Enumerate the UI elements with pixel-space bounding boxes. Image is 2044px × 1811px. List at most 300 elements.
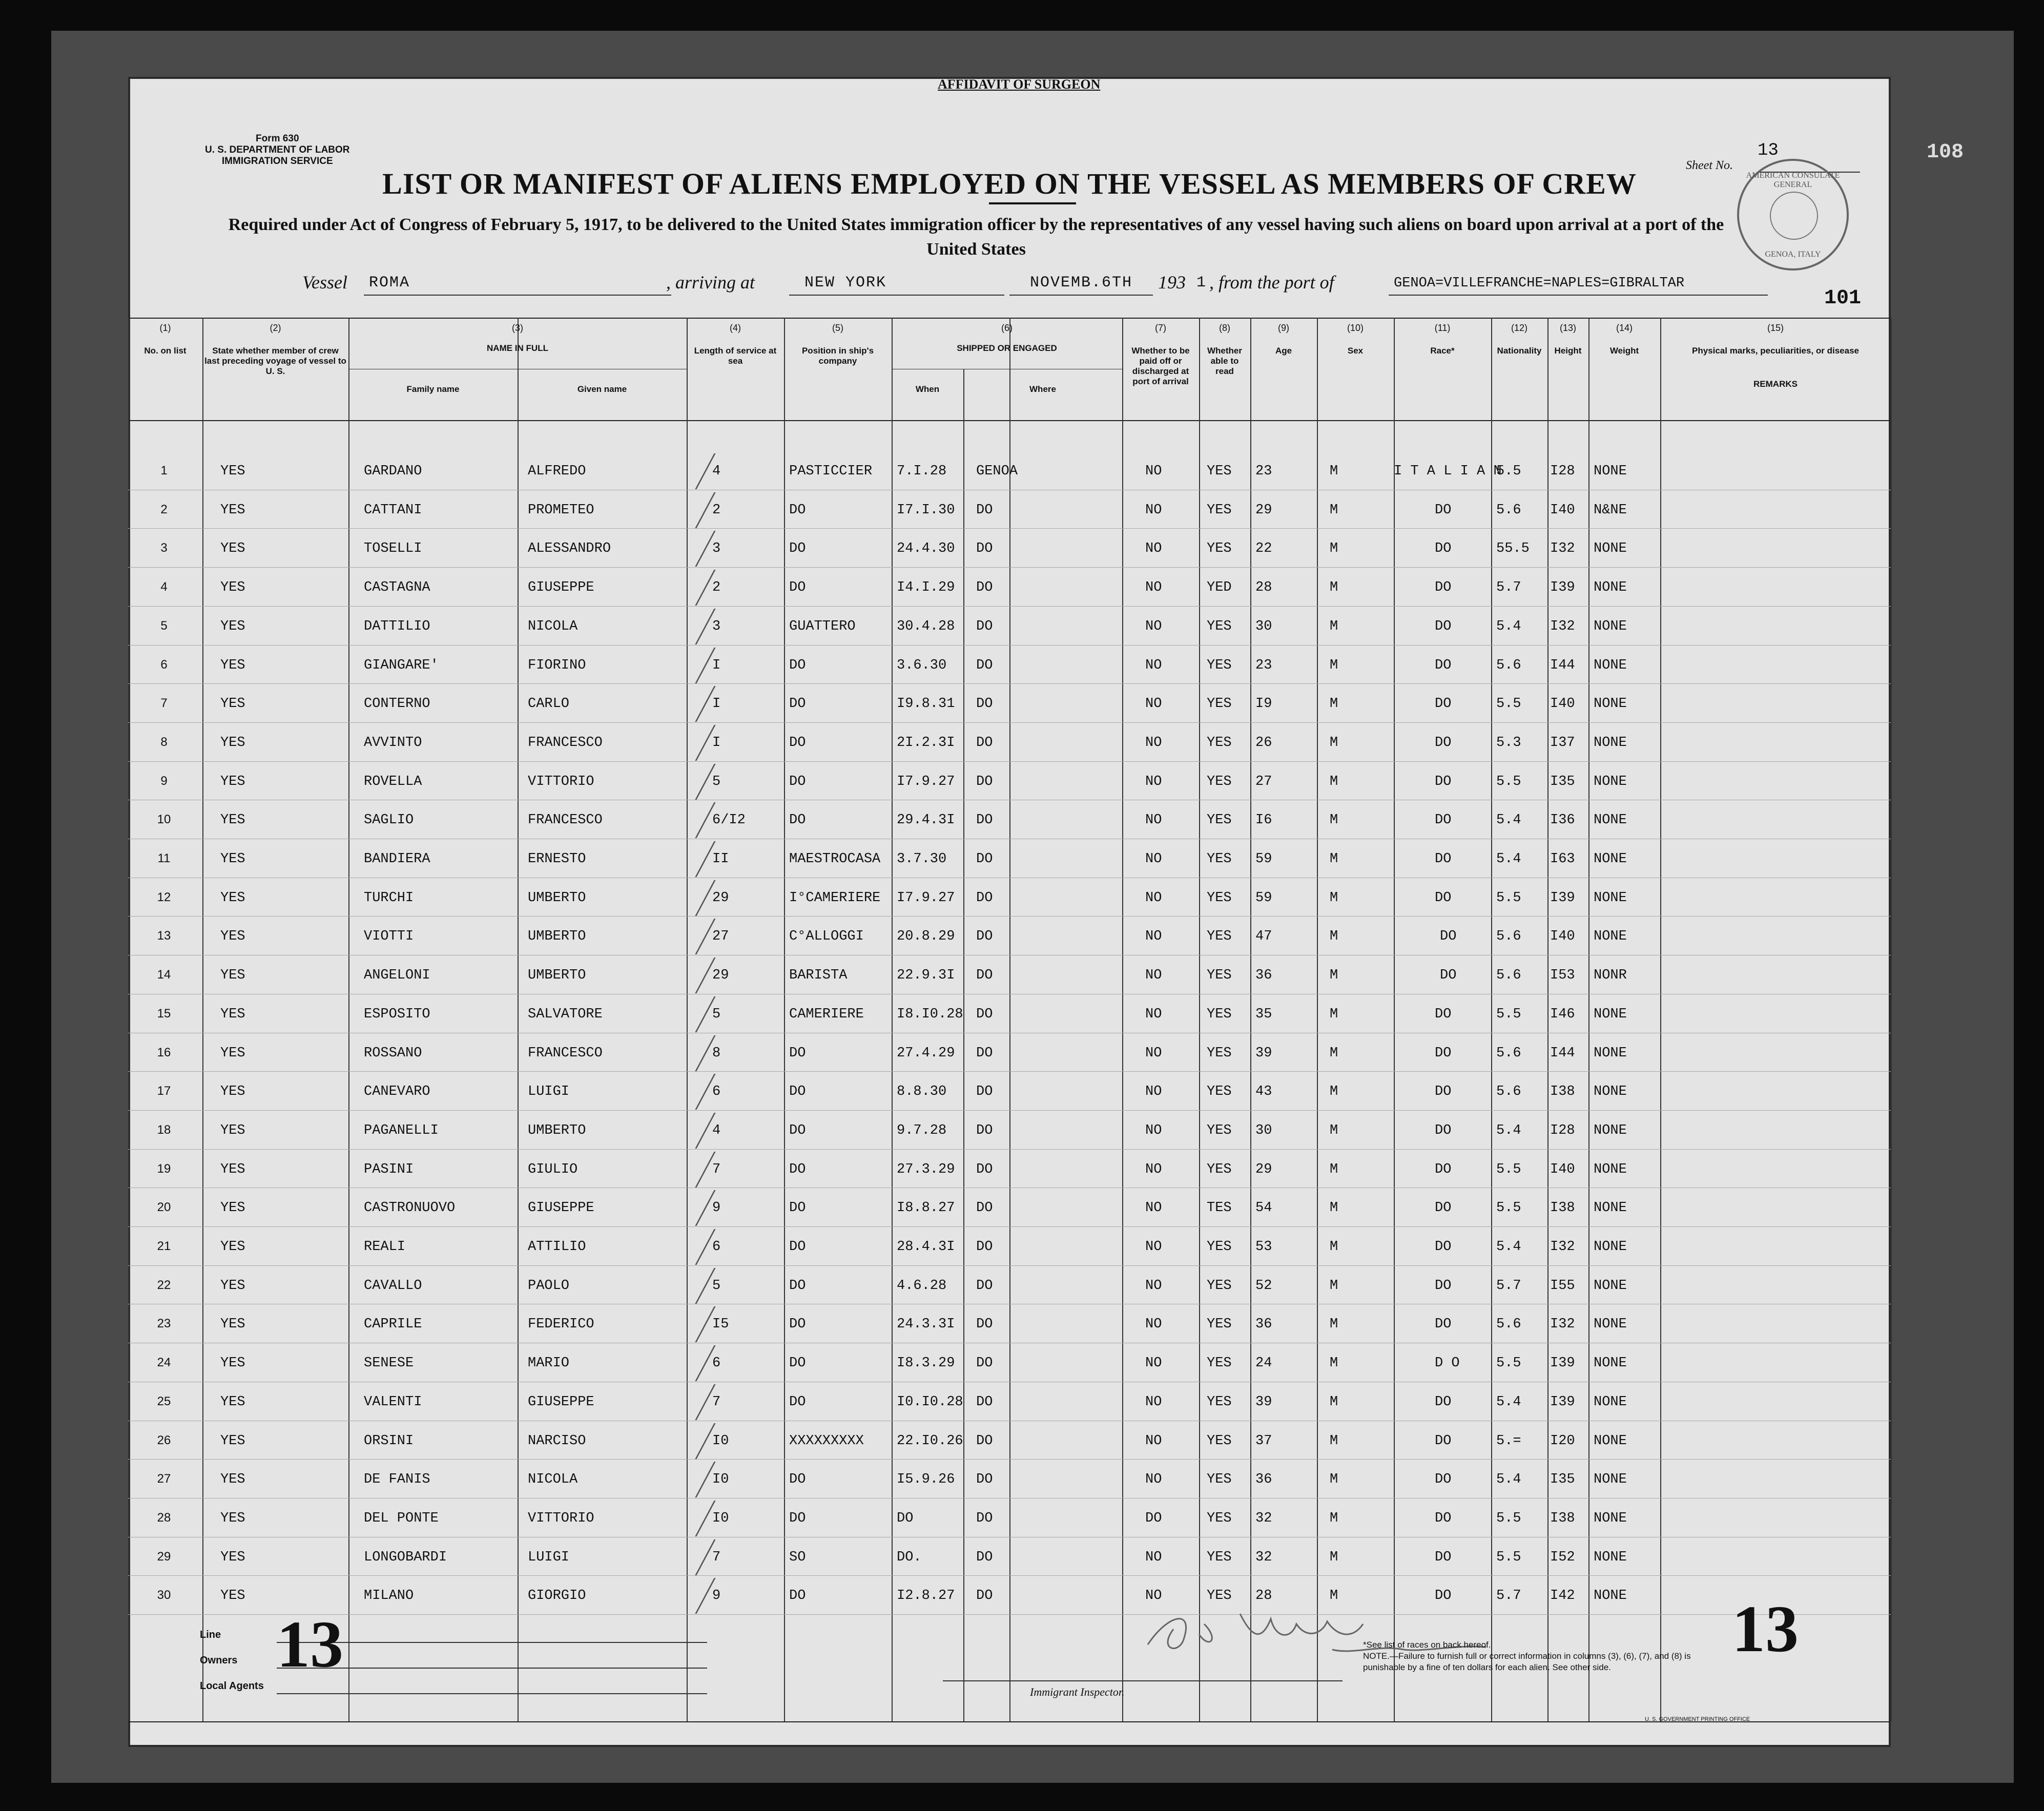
seal-eagle-emblem	[1770, 192, 1818, 240]
cell-position: XXXXXXXXX	[789, 1433, 864, 1449]
cell-age: 30	[1255, 618, 1272, 634]
cell-family: CANEVARO	[364, 1084, 430, 1100]
cell-given: GIORGIO	[528, 1588, 586, 1604]
cell-given: ERNESTO	[528, 851, 586, 867]
cell-prev: YES	[220, 1356, 245, 1371]
arrival-port: NEW YORK	[804, 274, 887, 292]
check-mark	[667, 1462, 715, 1497]
arriving-label: , arriving at	[666, 272, 755, 293]
cell-where: DO	[976, 1006, 993, 1022]
cell-service: I	[712, 696, 721, 712]
table-row	[128, 883, 1891, 922]
cell-where: DO	[976, 1549, 993, 1565]
cell-height: 5.7	[1496, 580, 1521, 596]
cell-nat: DO	[1435, 618, 1452, 634]
subheader-family: Family name	[406, 384, 460, 394]
cell-no: 27	[157, 1472, 171, 1486]
cell-service: 7	[712, 1394, 721, 1410]
cell-nat: DO	[1435, 580, 1452, 596]
cell-sex: M	[1330, 1239, 1338, 1255]
cell-nat: DO	[1435, 813, 1452, 828]
cell-given: GIUSEPPE	[528, 1394, 594, 1410]
cell-position: I°CAMERIERE	[789, 890, 881, 906]
cell-height: 5.4	[1496, 618, 1521, 634]
cell-given: NICOLA	[528, 618, 578, 634]
check-mark	[667, 531, 715, 567]
cell-position: DO	[789, 1317, 806, 1333]
cell-sex: M	[1330, 1161, 1338, 1177]
cell-age: 54	[1255, 1200, 1272, 1216]
ports-underline	[1389, 295, 1768, 296]
form-identifier	[205, 133, 350, 167]
cell-no: 18	[157, 1122, 171, 1137]
cell-position: DO	[789, 1122, 806, 1138]
cell-prev: YES	[220, 1549, 245, 1565]
column-header: REMARKS	[1753, 379, 1798, 389]
cell-prev: YES	[220, 1122, 245, 1138]
cell-sex: M	[1330, 735, 1338, 751]
cell-where: DO	[976, 735, 993, 751]
cell-no: 9	[160, 774, 168, 788]
cell-no: 26	[157, 1433, 171, 1447]
cell-weight: I40	[1550, 1161, 1575, 1177]
cell-prev: YES	[220, 1588, 245, 1604]
cell-no: 13	[157, 929, 171, 943]
cell-height: 5.5	[1496, 1161, 1521, 1177]
cell-sex: M	[1330, 1045, 1338, 1061]
page-subtitle: Required under Act of Congress of February 5, 1917, to be delivered to the United States immigration officer by the representatives of any vessel having such aliens on board upon arrival at a port of the United States	[228, 215, 1724, 259]
check-mark	[667, 648, 715, 683]
cell-given: MARIO	[528, 1356, 570, 1371]
cell-position: DO	[789, 1588, 806, 1604]
cell-nat: DO	[1435, 1317, 1452, 1333]
table-row	[128, 1387, 1891, 1426]
cell-where: DO	[976, 1122, 993, 1138]
cell-paid: NO	[1145, 1588, 1162, 1604]
cell-nat: DO	[1435, 502, 1452, 518]
cell-read: YES	[1207, 502, 1232, 518]
cell-service: 4	[712, 464, 721, 479]
cell-height: 5.6	[1496, 1317, 1521, 1333]
cell-height: 5.3	[1496, 735, 1521, 751]
column-header: No. on list	[144, 346, 187, 356]
seal-bottom-text: GENOA, ITALY	[1765, 250, 1821, 259]
cell-given: SALVATORE	[528, 1006, 603, 1022]
column-header: State whether member of crew last preceding voyage of vessel to U. S.	[204, 346, 346, 376]
cell-service: 5	[712, 1006, 721, 1022]
cell-read: YES	[1207, 890, 1232, 906]
table-row	[128, 1542, 1891, 1581]
cell-prev: YES	[220, 735, 245, 751]
cell-sex: M	[1330, 502, 1338, 518]
cell-prev: YES	[220, 1510, 245, 1526]
table-row	[128, 495, 1891, 534]
cell-paid: NO	[1145, 580, 1162, 596]
cell-no: 3	[160, 541, 168, 555]
cell-position: DO	[789, 657, 806, 673]
cell-family: VALENTI	[364, 1394, 422, 1410]
cell-no: 24	[157, 1356, 171, 1370]
cell-nat: DO	[1435, 1472, 1452, 1488]
cell-prev: YES	[220, 890, 245, 906]
cell-marks: NONE	[1594, 1394, 1627, 1410]
cell-nat: DO	[1435, 1239, 1452, 1255]
cell-weight: I20	[1550, 1433, 1575, 1449]
cell-paid: NO	[1145, 541, 1162, 557]
cell-read: YES	[1207, 541, 1232, 557]
cell-weight: I40	[1550, 929, 1575, 945]
cell-where: DO	[976, 1161, 993, 1177]
cell-paid: NO	[1145, 1317, 1162, 1333]
cell-prev: YES	[220, 580, 245, 596]
cell-paid: NO	[1145, 1549, 1162, 1565]
cell-no: 30	[157, 1588, 171, 1602]
table-row	[128, 1115, 1891, 1154]
cell-height: 5.=	[1496, 1433, 1521, 1449]
column-number: (7)	[1155, 323, 1166, 333]
cell-marks: NONE	[1594, 1549, 1627, 1565]
cell-where: DO	[976, 890, 993, 906]
cell-given: FEDERICO	[528, 1317, 594, 1333]
cell-prev: YES	[220, 929, 245, 945]
cell-sex: M	[1330, 1278, 1338, 1294]
cell-family: DE FANIS	[364, 1472, 430, 1488]
cell-family: BANDIERA	[364, 851, 430, 867]
cell-marks: NONE	[1594, 1161, 1627, 1177]
column-number: (3)	[512, 323, 523, 333]
check-mark	[667, 1501, 715, 1536]
printing-office: U. S. GOVERNMENT PRINTING OFFICE	[1645, 1716, 1750, 1722]
departure-ports: GENOA=VILLEFRANCHE=NAPLES=GIBRALTAR	[1394, 276, 1685, 291]
column-number: (2)	[270, 323, 281, 333]
cell-weight: I32	[1550, 541, 1575, 557]
cell-no: 2	[160, 502, 168, 516]
cell-given: VITTORIO	[528, 774, 594, 789]
cell-service: I	[712, 657, 721, 673]
affidavit-heading: AFFIDAVIT OF SURGEON	[938, 77, 1101, 92]
check-mark	[667, 1423, 715, 1459]
cell-sex: M	[1330, 1006, 1338, 1022]
cell-paid: NO	[1145, 1394, 1162, 1410]
cell-when: I7.9.27	[897, 890, 955, 906]
cell-weight: I38	[1550, 1084, 1575, 1100]
cell-no: 22	[157, 1278, 171, 1292]
corner-page-number-top: 108	[1927, 141, 1964, 164]
cell-weight: I53	[1550, 968, 1575, 984]
cell-service: 9	[712, 1200, 721, 1216]
cell-sex: M	[1330, 1084, 1338, 1100]
cell-read: YES	[1207, 1356, 1232, 1371]
cell-age: 23	[1255, 464, 1272, 479]
cell-given: LUIGI	[528, 1549, 570, 1565]
cell-height: 5.5	[1496, 1510, 1521, 1526]
cell-position: CAMERIERE	[789, 1006, 864, 1022]
cell-weight: I39	[1550, 1356, 1575, 1371]
cell-where: DO	[976, 1588, 993, 1604]
check-mark	[667, 1578, 715, 1614]
check-mark	[667, 1035, 715, 1071]
cell-weight: I39	[1550, 1394, 1575, 1410]
cell-given: VITTORIO	[528, 1510, 594, 1526]
cell-sex: M	[1330, 929, 1338, 945]
inspector-label: Immigrant Inspector.	[1030, 1685, 1125, 1698]
cell-given: ALFREDO	[528, 464, 586, 479]
column-header: Whether to be paid off or discharged at port of arrival	[1131, 346, 1190, 386]
crew-table	[128, 318, 1891, 1721]
cell-position: MAESTROCASA	[789, 851, 881, 867]
cell-given: PROMETEO	[528, 502, 594, 518]
cell-nat: DO	[1435, 1394, 1452, 1410]
cell-read: YES	[1207, 774, 1232, 789]
cell-service: I	[712, 735, 721, 751]
cell-prev: YES	[220, 1317, 245, 1333]
cell-where: DO	[976, 618, 993, 634]
cell-prev: YES	[220, 618, 245, 634]
table-row	[128, 1193, 1891, 1232]
cell-height: 55.5	[1496, 541, 1530, 557]
cell-position: DO	[789, 1394, 806, 1410]
cell-no: 1	[160, 464, 168, 477]
cell-weight: I44	[1550, 657, 1575, 673]
seal-top-text: AMERICAN CONSULATE GENERAL	[1746, 171, 1840, 189]
cell-age: 26	[1255, 735, 1272, 751]
column-header: Race*	[1430, 346, 1455, 356]
cell-position: GUATTERO	[789, 618, 856, 634]
cell-paid: NO	[1145, 1006, 1162, 1022]
cell-marks: NONE	[1594, 1084, 1627, 1100]
table-row	[128, 1503, 1891, 1542]
cell-prev: YES	[220, 502, 245, 518]
cell-weight: I39	[1550, 890, 1575, 906]
cell-marks: NONE	[1594, 1006, 1627, 1022]
cell-service: I0	[712, 1510, 729, 1526]
cell-family: GARDANO	[364, 464, 422, 479]
column-header: Whether able to read	[1207, 346, 1242, 376]
table-row	[128, 999, 1891, 1038]
cell-when: I7.I.30	[897, 502, 955, 518]
cell-when: 30.4.28	[897, 618, 955, 634]
cell-service: I5	[712, 1317, 729, 1333]
cell-weight: I32	[1550, 618, 1575, 634]
cell-where: DO	[976, 541, 993, 557]
column-header: Nationality	[1497, 346, 1542, 356]
sheet-number: 13	[1758, 141, 1779, 160]
table-row	[128, 1348, 1891, 1387]
cell-marks: NONE	[1594, 1356, 1627, 1371]
subheader-where: Where	[1029, 384, 1056, 394]
column-number: (1)	[159, 323, 171, 333]
corner-page-number-right: 101	[1824, 287, 1862, 310]
cell-prev: YES	[220, 541, 245, 557]
cell-height: 5.5	[1496, 696, 1521, 712]
cell-when: 4.6.28	[897, 1278, 947, 1294]
cell-where: DO	[976, 1510, 993, 1526]
check-mark	[667, 492, 715, 528]
cell-paid: NO	[1145, 1200, 1162, 1216]
cell-nat: DO	[1435, 851, 1452, 867]
cell-read: YES	[1207, 1084, 1232, 1100]
races-footnote: *See list of races on back hereof.	[1363, 1640, 1491, 1650]
cell-weight: I35	[1550, 774, 1575, 789]
cell-marks: NONE	[1594, 1278, 1627, 1294]
cell-family: CAVALLO	[364, 1278, 422, 1294]
from-label: , from the port of	[1209, 272, 1334, 293]
cell-paid: NO	[1145, 657, 1162, 673]
cell-read: YES	[1207, 735, 1232, 751]
cell-no: 19	[157, 1161, 171, 1176]
column-number: (15)	[1767, 323, 1784, 333]
cell-sex: M	[1330, 1510, 1338, 1526]
cell-age: 30	[1255, 1122, 1272, 1138]
cell-given: UMBERTO	[528, 929, 586, 945]
cell-paid: NO	[1145, 851, 1162, 867]
cell-height: 5.7	[1496, 1588, 1521, 1604]
check-mark	[667, 1152, 715, 1188]
cell-given: FRANCESCO	[528, 813, 603, 828]
cell-when: 2I.2.3I	[897, 735, 955, 751]
cell-when: 22.9.3I	[897, 968, 955, 984]
port-underline	[789, 295, 1004, 296]
vessel-name: ROMA	[369, 274, 410, 292]
cell-prev: YES	[220, 1472, 245, 1488]
column-number: (11)	[1434, 323, 1451, 333]
cell-position: BARISTA	[789, 968, 848, 984]
table-row	[128, 1076, 1891, 1115]
cell-sex: M	[1330, 464, 1338, 479]
cell-sex: M	[1330, 1549, 1338, 1565]
column-header: Height	[1554, 346, 1582, 356]
cell-service: 7	[712, 1161, 721, 1177]
column-number: (4)	[730, 323, 741, 333]
cell-marks: NONR	[1594, 968, 1627, 984]
cell-paid: NO	[1145, 1161, 1162, 1177]
cell-marks: NONE	[1594, 580, 1627, 596]
cell-no: 7	[160, 696, 168, 711]
cell-paid: NO	[1145, 774, 1162, 789]
cell-nat: DO	[1435, 1588, 1452, 1604]
column-number: (5)	[832, 323, 843, 333]
column-number: (12)	[1511, 323, 1527, 333]
table-row	[128, 921, 1891, 960]
cell-weight: I28	[1550, 1122, 1575, 1138]
cell-read: YES	[1207, 929, 1232, 945]
cell-family: PAGANELLI	[364, 1122, 439, 1138]
cell-height: 5.6	[1496, 968, 1521, 984]
cell-prev: YES	[220, 1006, 245, 1022]
cell-paid: NO	[1145, 929, 1162, 945]
cell-read: YES	[1207, 1317, 1232, 1333]
cell-prev: YES	[220, 1200, 245, 1216]
cell-marks: NONE	[1594, 929, 1627, 945]
arrival-date: NOVEMB.6TH	[1030, 274, 1133, 292]
cell-read: YES	[1207, 1549, 1232, 1565]
title-underline	[989, 202, 1076, 204]
department-name: U. S. DEPARTMENT OF LABOR	[205, 144, 350, 155]
cell-where: DO	[976, 1278, 993, 1294]
cell-no: 5	[160, 618, 168, 633]
table-row	[128, 1154, 1891, 1193]
cell-when: I0.I0.28	[897, 1394, 963, 1410]
cell-family: VIOTTI	[364, 929, 414, 945]
cell-family: CASTRONUOVO	[364, 1200, 456, 1216]
column-header: Age	[1275, 346, 1292, 356]
cell-prev: YES	[220, 1278, 245, 1294]
cell-position: DO	[789, 1472, 806, 1488]
table-row	[128, 1426, 1891, 1465]
cell-given: UMBERTO	[528, 968, 586, 984]
cell-position: DO	[789, 1356, 806, 1371]
cell-where: DO	[976, 1200, 993, 1216]
cell-marks: NONE	[1594, 1588, 1627, 1604]
table-row	[128, 960, 1891, 999]
subheader-given: Given name	[577, 384, 627, 394]
table-row	[128, 766, 1891, 805]
column-header: Sex	[1347, 346, 1364, 356]
cell-where: DO	[976, 1433, 993, 1449]
cell-paid: NO	[1145, 968, 1162, 984]
check-mark	[667, 1306, 715, 1342]
cell-service: 6/I2	[712, 813, 746, 828]
cell-nat: DO	[1435, 890, 1452, 906]
cell-service: 27	[712, 929, 729, 945]
cell-nat: DO	[1435, 657, 1452, 673]
cell-position: DO	[789, 735, 806, 751]
cell-marks: NONE	[1594, 1045, 1627, 1061]
cell-height: 5.4	[1496, 1472, 1521, 1488]
cell-paid: NO	[1145, 1278, 1162, 1294]
cell-nat: DO	[1435, 1084, 1452, 1100]
footnotes	[1363, 1639, 1732, 1673]
vessel-underline	[364, 295, 671, 296]
cell-nat: DO	[1435, 1549, 1452, 1565]
cell-when: I8.3.29	[897, 1356, 955, 1371]
cell-no: 15	[157, 1006, 171, 1021]
cell-given: FIORINO	[528, 657, 586, 673]
cell-height: 5.5	[1496, 1549, 1521, 1565]
cell-where: GENOA	[976, 464, 1018, 479]
cell-height: 5.5	[1496, 774, 1521, 789]
cell-age: 28	[1255, 1588, 1272, 1604]
cell-when: I7.9.27	[897, 774, 955, 789]
cell-nat: DO	[1435, 1510, 1452, 1526]
cell-no: 28	[157, 1510, 171, 1525]
cell-sex: M	[1330, 1200, 1338, 1216]
cell-no: 29	[157, 1549, 171, 1564]
cell-when: I8.I0.28	[897, 1006, 963, 1022]
cell-marks: NONE	[1594, 1472, 1627, 1488]
cell-age: 59	[1255, 890, 1272, 906]
cell-service: 6	[712, 1239, 721, 1255]
cell-age: 29	[1255, 502, 1272, 518]
cell-service: II	[712, 851, 729, 867]
cell-no: 8	[160, 735, 168, 749]
cell-read: YES	[1207, 464, 1232, 479]
cell-age: 39	[1255, 1394, 1272, 1410]
cell-marks: NONE	[1594, 774, 1627, 789]
cell-read: YES	[1207, 851, 1232, 867]
cell-family: ESPOSITO	[364, 1006, 430, 1022]
cell-marks: NONE	[1594, 696, 1627, 712]
cell-read: YES	[1207, 1433, 1232, 1449]
cell-given: PAOLO	[528, 1278, 570, 1294]
cell-prev: YES	[220, 1084, 245, 1100]
cell-paid: NO	[1145, 1433, 1162, 1449]
cell-marks: NONE	[1594, 890, 1627, 906]
cell-service: 8	[712, 1045, 721, 1061]
cell-family: ROVELLA	[364, 774, 422, 789]
cell-position: DO	[789, 1045, 806, 1061]
cell-service: 7	[712, 1549, 721, 1565]
